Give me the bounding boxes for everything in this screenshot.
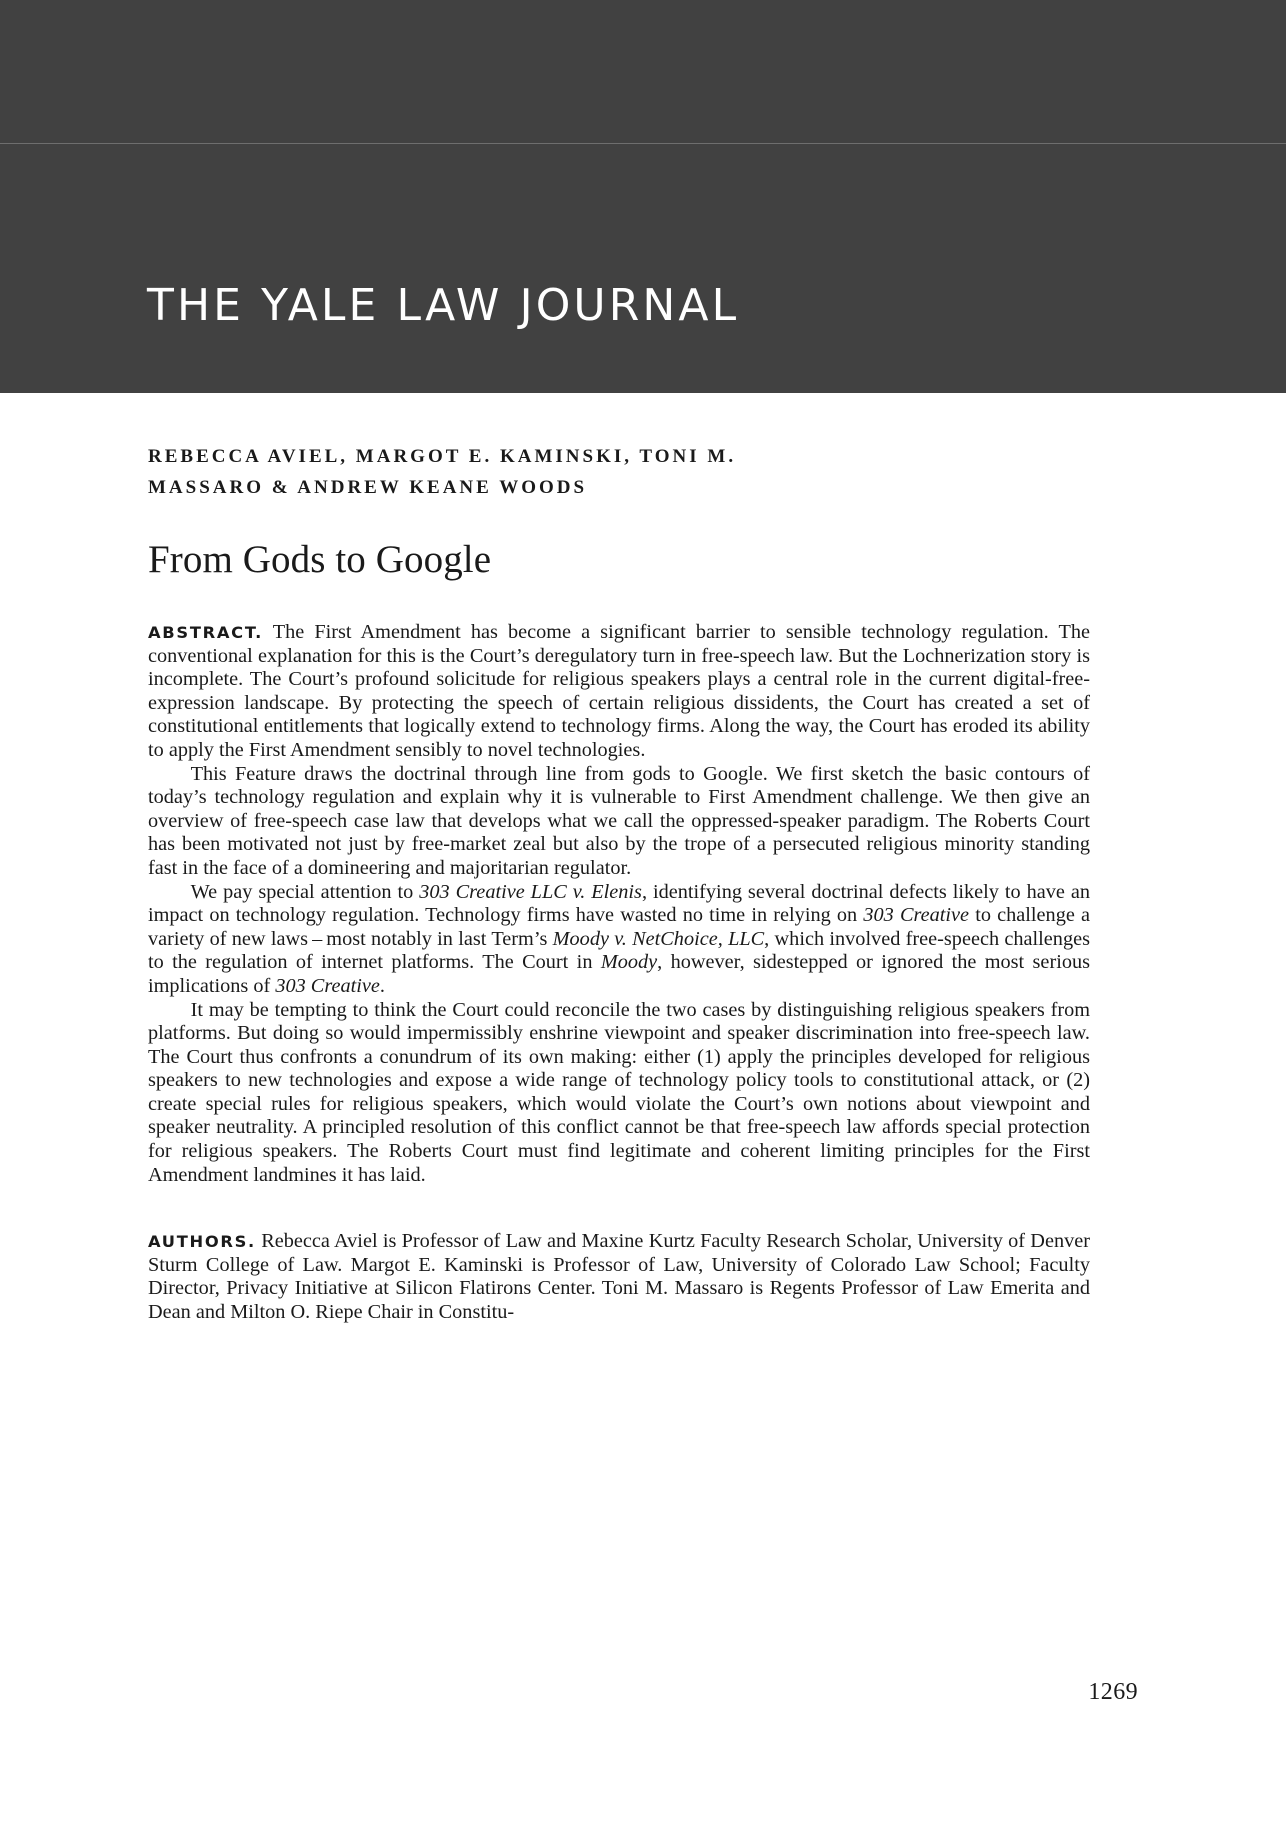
journal-title: THE YALE LAW JOURNAL <box>147 280 740 331</box>
abstract-p3-segment-6: . <box>379 974 385 997</box>
authors-paragraph-text: Rebecca Aviel is Professor of Law and Maxine Kurtz Faculty Research Scholar, University of Denver Sturm College of Law. Margot E. Kaminski is Professor of Law, University of Colorado Law School; Faculty Director, Privacy Initiative at Silicon Flatirons Center. Toni M. Massaro is Regents Professor of Law Emerita and Dean and Milton O. Riepe Chair in Constitu- <box>148 1230 1090 1324</box>
abstract-paragraph-1-text: The First Amendment has become a significant barrier to sensible technology regulation. The conventional explanation for this is the Court’s deregulatory turn in free-speech law. But the Lochnerization story is incomplete. The Court’s profound solicitude for religious speakers plays a central role in the current digital-free-expression landscape. By protecting the speech of certain religious dissidents, the Court has created a set of constitutional entitlements that logically extend to technology firms. Along the way, the Court has eroded its ability to apply the First Amendment sensibly to novel technologies. <box>148 621 1090 761</box>
abstract-p3-segment-4: , which involved free-speech challenges to the regulation of internet platforms. The Court in <box>148 927 1090 974</box>
abstract-section <box>148 621 1090 1187</box>
author-byline-line-1: REBECCA AVIEL, MARGOT E. KAMINSKI, TONI M. <box>148 446 737 467</box>
masthead-divider-rule <box>0 143 1286 144</box>
abstract-paragraph-3 <box>148 881 1090 999</box>
abstract-p3-segment-2: , identifying several doctrinal defects likely to have an impact on technology regulation. Technology firms have wasted no time in relying on <box>148 880 1091 927</box>
abstract-paragraph-4: It may be tempting to think the Court could reconcile the two cases by distinguishing religious speakers from platforms. But doing so would impermissibly enshrine viewpoint and speaker discrimination into free-speech law. The Court thus confronts a conundrum of its own making: either (1) apply the principles developed for religious speakers to new technologies and expose a wide range of technology policy tools to constitutional attack, or (2) create special rules for religious speakers, which would violate the Court’s own notions about viewpoint and speaker neutrality. A principled resolution of this conflict cannot be that free-speech law affords special protection for religious speakers. The Roberts Court must find legitimate and coherent limiting principles for the First Amendment landmines it has laid. <box>148 998 1090 1186</box>
page-content-column <box>148 393 1090 1325</box>
case-citation-moody-short: Moody <box>600 951 658 974</box>
abstract-p3-segment-1: We pay special attention to <box>190 880 420 903</box>
case-citation-303-creative-short-2: 303 Creative <box>275 974 380 997</box>
author-byline <box>148 441 1090 503</box>
case-citation-303-creative-short-1: 303 Creative <box>863 904 970 927</box>
page-number: 1269 <box>1088 1679 1138 1705</box>
authors-section <box>148 1230 1090 1324</box>
authors-label: AUTHORS. <box>148 1232 256 1252</box>
author-byline-line-2: MASSARO & ANDREW KEANE WOODS <box>148 477 588 498</box>
article-title: From Gods to Google <box>148 538 492 581</box>
abstract-p3-segment-3: to challenge a variety of new laws – most notably in last Term’s <box>148 904 1090 950</box>
abstract-p3-segment-5: , however, sidestepped or ignored the most serious implications of <box>148 951 1091 997</box>
masthead-band <box>0 0 1286 393</box>
abstract-paragraph-2: This Feature draws the doctrinal through line from gods to Google. We first sketch the basic contours of today’s technology regulation and explain why it is vulnerable to First Amendment challenge. We then give an overview of free-speech case law that develops what we call the oppressed-speaker paradigm. The Roberts Court has been motivated not just by free-market zeal but also by the trope of a persecuted religious minority standing fast in the face of a domineering and majoritarian regulator. <box>148 762 1090 879</box>
abstract-label: ABSTRACT. <box>148 623 264 642</box>
case-citation-303-creative-llc-v-elenis: 303 Creative LLC v. Elenis <box>419 880 642 903</box>
authors-paragraph <box>148 1230 1090 1324</box>
abstract-paragraph-1 <box>148 621 1090 763</box>
case-citation-moody-v-netchoice: Moody v. NetChoice, LLC <box>552 927 765 950</box>
